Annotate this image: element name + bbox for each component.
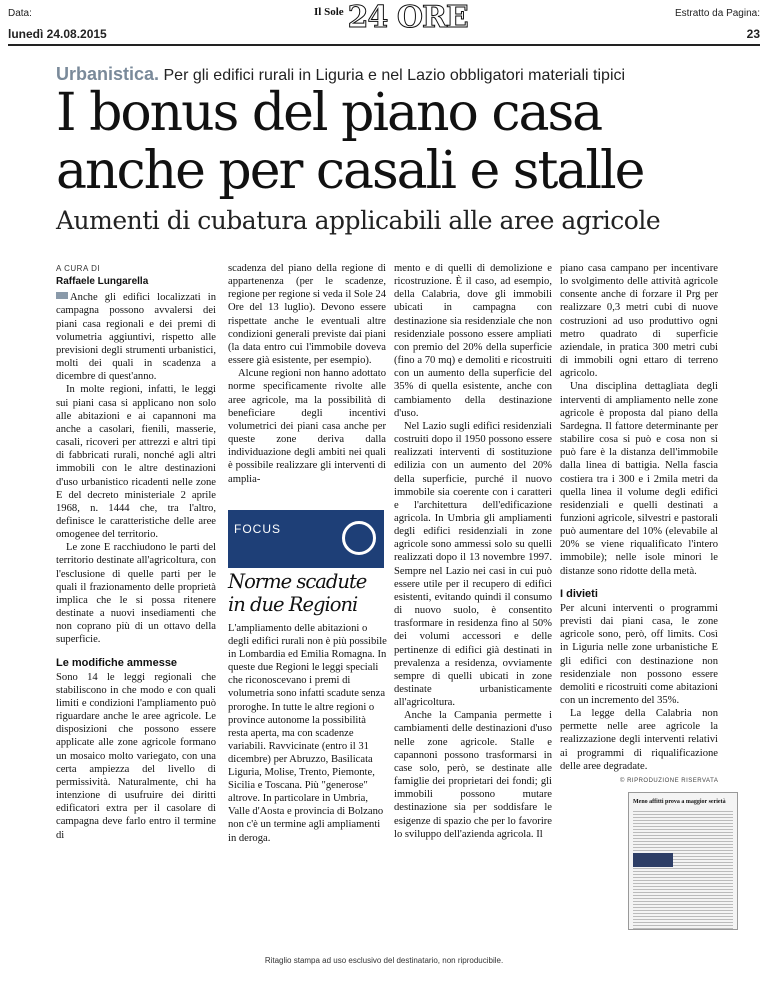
- article-column-1: [56, 262, 216, 842]
- page-number: 23: [746, 27, 760, 41]
- paragraph: Anche la Campania permette i cambiamenti delle destinazioni d'uso nelle zone agricole. Stalle e capannoni possono trasformarsi in case solo, però, se destinate alle famiglie dei proprietari dei fondi; gli immobili possono mutare destinazione sia per soddisfare le esigenze di spazio che per lo favorire lo sviluppo dell'azienda agricola. Il: [394, 710, 552, 840]
- copyright-note: © RIPRODUZIONE RISERVATA: [620, 778, 719, 784]
- focus-box-header: [228, 510, 384, 568]
- header-divider: [8, 44, 760, 46]
- subheading: I divieti: [560, 587, 598, 600]
- paragraph: Anche gli edifici localizzati in campagna possono avvalersi dei piani casa regionali e dei premi di volumetria aggiuntivi, rispetto alle previsioni degli strumenti urbanistici, molti dei quali in scadenza a dicembre di quest'anno.: [56, 292, 216, 383]
- focus-body: L'ampliamento delle abitazioni o degli edifici rurali non è più possibile in Lombardia ed Emilia Romagna. In queste due Regioni le leggi speciali che riconoscevano i premi di volumetria sono infatti scadute senza proroghe. In tutte le altre regioni o province autonome la possibilità resta aperta, ma con scadenze variabili. Ravvicinate (entro il 31 dicembre) per Abruzzo, Basilicata Liguria, Molise, Trento, Piemonte, Sicilia e Toscana. Più "generose" altrove. In particolare in Umbria, Valle d'Aosta e provincia di Bolzano non c'è un termine agli ampliamenti in deroga.: [228, 623, 387, 844]
- section-label: Urbanistica.: [56, 64, 160, 84]
- paragraph: piano casa campano per incentivare lo svolgimento delle attività agricole consente anche di forzare il Prg per realizzare 0,3 metri cubi di nuove costruzioni ad uso produttivo ogni metro quadrato di superficie aziendale, in pratica 300 metri cubi di immobili ogni ettaro di terreno agricolo.: [560, 263, 718, 380]
- paragraph: Nel Lazio sugli edifici residenziali costruiti dopo il 1950 possono essere realizzati interventi di sostituzione edilizia con un aumento del 20% della superficie, purché il nuovo immobile sia coerente con i caratteri e l'architettura dell'edificazione agricola. In Umbria gli ampliamenti degli edifici residenziali in zone agricole sono ammessi solo su quelli realizzati dopo il 13 novembre 1997. Sempre nel Lazio nei casi in cui può essere utile per il recupero di edifici esistenti, evitando quindi il consumo di nuovo suolo, è consentito trasformare in residenza fino al 50% dei volumi accessori e delle pertinenze di edifici già destinati in prevalenza a residenza, ovviamente sempre di quelli ubicati in zone destinate urbanisticamente all'agricoltura.: [394, 420, 552, 709]
- article-column-3: [394, 262, 552, 841]
- paragraph: La legge della Calabria non permette nelle aree agricole la realizzazione degli interventi relativi ai programmi di riqualificazione delle aree degradate.: [560, 708, 718, 772]
- section-marker-icon: [56, 292, 68, 299]
- header-page: [675, 8, 760, 41]
- paragraph: Una disciplina dettagliata degli interventi di ampliamento nelle zone agricole è proposta dal piano della Sardegna. Il fattore determinante per stabilire cosa si può e cosa non si può fare è la distanza dell'immobile dalla linea di battigia. Nella fascia costiera tra i 300 e i 2mila metri da quella linea il volume degli edifici residenziali e quelli destinati a funzioni agricole, silvestri e pastorali può aumentare del 10% (elevabile al 20% se viene riqualificato l'intero immobile); nelle isole minori le distanze sono ridotte della metà.: [560, 381, 718, 577]
- paragraph: scadenza del piano della regione di appartenenza (per le scadenze, regione per regione si veda il Sole 24 Ore del 13 luglio). Devono essere rispettate anche le eventuali altre condizioni generali previste dai piani (la data entro cui l'immobile doveva essere già esistente, per esempio).: [228, 263, 386, 367]
- kicker-text: Per gli edifici rurali in Liguria e nel Lazio obbligatori materiali tipici: [163, 67, 626, 84]
- subheading: Le modifiche ammesse: [56, 656, 178, 669]
- article-subtitle: Aumenti di cubatura applicabili alle aree agricole: [56, 206, 661, 235]
- header-date: [8, 8, 107, 41]
- logo-small-text: Il Sole: [314, 6, 344, 18]
- thumbnail-text-lines: [633, 809, 733, 929]
- focus-emblem-icon: [342, 521, 376, 555]
- title-line-1: I bonus del piano casa: [56, 83, 602, 143]
- paragraph: Per alcuni interventi o programmi previsti dai piani casa, le zone agricole sono, però, off limits. Così in Liguria nelle zone urbanistiche E gli edifici con destinazione non residenziale non possono essere demoliti e ricostruiti come abitazioni con un incremento del 35%.: [560, 602, 718, 706]
- paragraph: mento e di quelli di demolizione e ricostruzione. È il caso, ad esempio, della Calabria, dove gli immobili ubicati in campagna con destinazione sia residenziale che non residenziale possono essere ampliati con premio del 20% della superficie (fino a 70 mq) e demoliti e ricostruiti con un aumento della superficie del 35% di quella esistente, anche con cambiamento della destinazione d'uso.: [394, 263, 552, 419]
- paragraph: Alcune regioni non hanno adottato norme specificamente rivolte alle aree agricole, ma la possibilità di beneficiare degli incentivi volumetrici dei piani casa anche per queste zone deriva dalla individuazione degli ambiti nei quali è possibile realizzare gli interventi di amplia-: [228, 368, 386, 485]
- article-kicker: [56, 64, 625, 85]
- article-column-4: [560, 262, 718, 773]
- paragraph: In molte regioni, infatti, le leggi sui piani casa si applicano non solo alle abitazioni e ai capannoni ma anche a casolari, fienili, masserie, casali, ricoveri per attrezzi e altri tipi di fabbricati rurali, nonché agli altri immobili con le altre destinazioni d'uso urbanistico ricadenti nelle zone E del decreto ministeriale 2 aprile 1968, n. 1444 che, tra l'altro, definisce le caratteristiche delle aree omogenee del territorio.: [56, 384, 216, 541]
- title-line-2: anche per casali e stalle: [56, 141, 644, 201]
- date-value: lunedì 24.08.2015: [8, 27, 107, 41]
- byline-prefix: A CURA DI: [56, 264, 101, 273]
- article-column-2: [228, 262, 386, 486]
- article-title: [56, 84, 643, 200]
- focus-title: Norme scadute in due Regioni: [228, 570, 367, 616]
- thumbnail-focus-band: [633, 853, 673, 867]
- footer-note: Ritaglio stampa ad uso esclusivo del destinatario, non riproducibile.: [264, 956, 504, 965]
- paragraph: Le zone E racchiudono le parti del territorio destinate all'agricoltura, con l'esclusione di quelle parti per le quali il frazionamento delle proprietà implica che le si possa ritenere destinate a nuovi insediamenti che non coprano più di un ottavo della superficie.: [56, 542, 216, 646]
- thumbnail-headline: Meno affitti prova a maggior serietà: [633, 799, 726, 805]
- focus-label: FOCUS: [234, 522, 281, 536]
- newspaper-logo: [314, 0, 468, 35]
- logo-big-text: 24 ORE: [347, 0, 468, 35]
- paragraph: Sono 14 le leggi regionali che stabiliscono in che modo e con quali limiti e condizioni l'ampliamento può riguardare anche le aree agricole. Le disposizioni che possono essere applicate alle zone agricole formano un mosaico molto variegato, con una certa ampiezza del livello di permissività. Naturalmente, chi ha intenzione di usufruire dei diritti edificatori extra per il casolare di campagna deve farlo entro il termine di: [56, 671, 216, 841]
- author-byline: Raffaele Lungarella: [56, 276, 149, 288]
- page-thumbnail: [628, 792, 738, 930]
- page-label: Estratto da Pagina:: [674, 8, 760, 19]
- date-label: Data:: [8, 8, 32, 19]
